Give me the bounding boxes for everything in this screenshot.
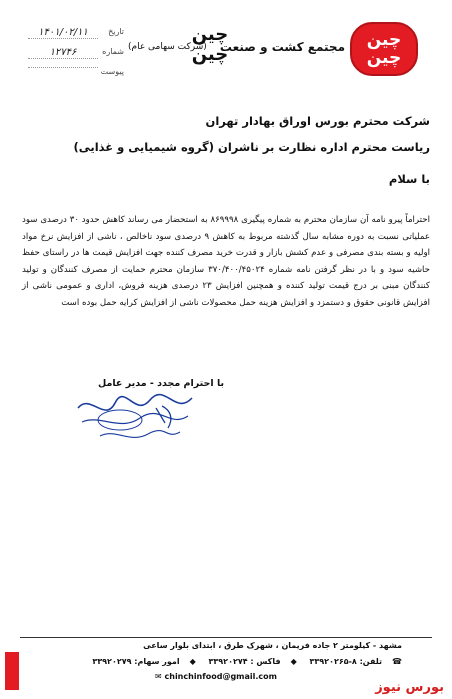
date-label: تاریخ (108, 27, 124, 36)
closing-line: با احترام مجدد - مدیر عامل (98, 378, 225, 389)
footer-shareholders: امور سهام: ۳۳۹۲۰۲۷۹ (92, 657, 180, 666)
side-brand-mark (5, 652, 19, 690)
footer-contacts (62, 657, 402, 666)
logo-text-line1: چین (366, 30, 402, 50)
footer-divider (20, 637, 432, 638)
footer-fax: فاکس : ۳۳۹۲۰۲۷۴ (208, 657, 281, 666)
company-brand-line1: چین (191, 24, 229, 45)
footer-website (155, 672, 277, 681)
attachment-label: پیوست (100, 67, 124, 76)
number-value: ۱۲۷۴۶ (28, 47, 98, 59)
company-type: (شرکت سهامی عام) (128, 42, 207, 52)
signature-stamp (70, 388, 200, 448)
footer-address: مشهد - کیلومتر ۲ جاده فریمان ، شهرک طرق ، ابتدای بلوار ساعی (143, 641, 402, 650)
addressee-line-1: شرکت محترم بورس اوراق بهادار تهران (205, 114, 430, 128)
phone-icon: ☎ (392, 657, 402, 666)
company-logo (350, 22, 418, 76)
addressee-line-2: ریاست محترم اداره نظارت بر ناشران (گروه شیمیایی و غذایی) (73, 140, 430, 154)
logo-text-line2: چین (366, 48, 402, 68)
footer-phone: تلفن: ۸-۳۳۹۲۰۲۶۵ (309, 657, 383, 666)
shareholder-icon: ◆ (189, 657, 196, 666)
letter-body: احتراماً پیرو نامه آن سازمان محترم به شماره پیگیری ۸۶۹۹۹۸ به استحضار می رساند کاهش حدود ۳۰ درصدی سود عملیاتی نسبت به دوره مشابه سال گذشته مربوط به کاهش ۹ درصدی سود ناخالص ، ناشی از افزایش نرخ مواد اولیه و بسته بندی مصرفی و عدم کشش بازار و قدرت خرید مصرف کننده جهت افزایش قیمت ها در راستای حفظ حاشیه سود و با در نظر گرفتن نامه شماره ۳۷۰/۴۰۰/۴۵۰۲۴ سازمان محترم حمایت از مصرف کنندگان و تولید کنندگان مبنی بر درج قیمت تولید کننده و همچنین افزایش ۲۳ درصدی هزینه فروش، اداری و عمومی ناشی از افزایش قانونی حقوق و دستمزد و افزایش هزینه حمل محصولات ناشی از افزایش کرایه حمل بوده است (22, 215, 430, 308)
email-icon: ✉ (155, 672, 165, 681)
company-brand-line2: چین (191, 44, 229, 65)
attachment-value (28, 67, 98, 68)
footer-website-text: chinchinfood@gmail.com (164, 672, 278, 681)
date-value: ۱۴۰۱/۰۲/۱۱ (28, 27, 98, 39)
fax-icon: ◆ (290, 657, 297, 666)
watermark: بورس نیوز (375, 680, 444, 695)
greeting: با سلام (388, 172, 430, 186)
company-name: مجتمع کشت و صنعت (219, 40, 345, 54)
number-label: شماره (102, 47, 124, 56)
